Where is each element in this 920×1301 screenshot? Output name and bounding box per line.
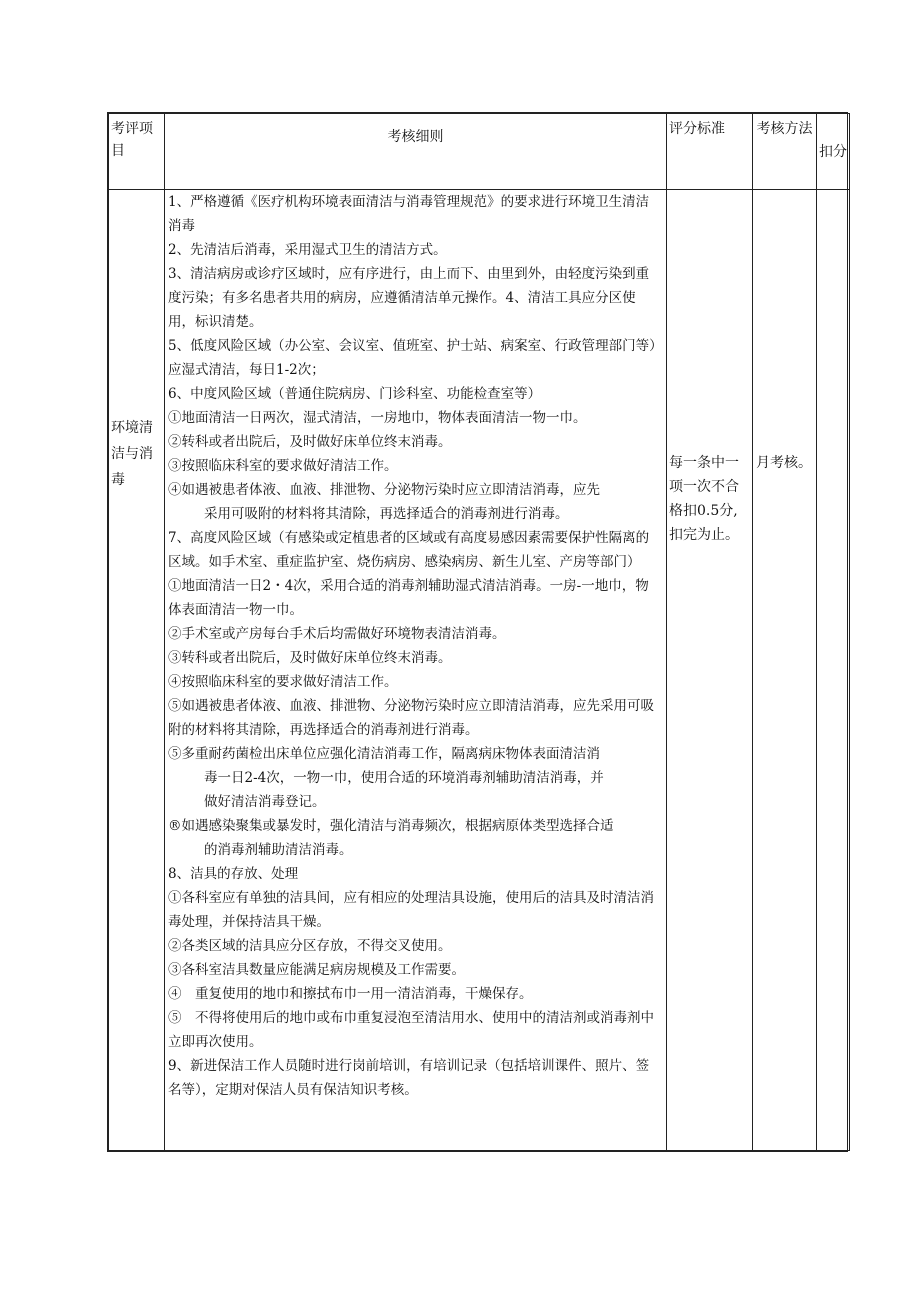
detail-line: 6、中度风险区域（普通住院病房、门诊科室、功能检查室等） xyxy=(168,386,542,402)
detail-line: ①地面清洁一日两次，湿式清洁，一房地巾，物体表面清洁一物一巾。 xyxy=(168,410,587,426)
detail-line: ③按照临床科室的要求做好清洁工作。 xyxy=(168,458,398,474)
detail-line: ⑤ 不得将使用后的地巾或布巾重复浸泡至清洁用水、使用中的清洁剂或消毒剂中立即再次使用。 xyxy=(168,1010,654,1050)
header-row xyxy=(109,114,850,190)
detail-line: ④如遇被患者体液、血液、排泄物、分泌物污染时应立即清洁消毒，应先 xyxy=(168,482,600,498)
detail-line: 做好清洁消毒登记。 xyxy=(204,794,326,810)
detail-line: ⑤多重耐药菌检出床单位应强化清洁消毒工作，隔离病床物体表面清洁消 xyxy=(168,746,600,762)
detail-line: 1、严格遵循《医疗机构环境表面清洁与消毒管理规范》的要求进行环境卫生清洁消毒 xyxy=(168,194,650,234)
header-detail: 考核细则 xyxy=(165,114,667,190)
header-item: 考评项目 xyxy=(109,114,165,190)
item-cell: 环境清洁与消毒 xyxy=(109,190,165,1151)
standard-cell: 每一条中一项一次不合格扣0.5分,扣完为止。 xyxy=(667,190,753,1151)
header-deduct: 扣分 xyxy=(817,114,850,190)
assessment-table xyxy=(107,112,848,1152)
detail-line: ④ 重复使用的地巾和擦拭布巾一用一清洁消毒，干燥保存。 xyxy=(168,986,533,1002)
detail-line: 8、洁具的存放、处理 xyxy=(168,866,299,882)
header-standard: 评分标准 xyxy=(667,114,753,190)
detail-line: ⑤如遇被患者体液、血液、排泄物、分泌物污染时应立即清洁消毒，应先采用可吸附的材料将其清除，再选择适合的消毒剂进行消毒。 xyxy=(168,698,654,738)
detail-line: ③各科室洁具数量应能满足病房规模及工作需要。 xyxy=(168,962,465,978)
detail-line: ③转科或者出院后，及时做好床单位终末消毒。 xyxy=(168,650,452,666)
detail-line: 的消毒剂辅助清洁消毒。 xyxy=(204,842,353,858)
detail-line: 采用可吸附的材料将其清除，再选择适合的消毒剂进行消毒。 xyxy=(204,506,569,522)
detail-line: 毒一日2-4次，一物一巾，使用合适的环境消毒剂辅助清洁消毒，并 xyxy=(204,770,604,786)
detail-line: 2、先清洁后消毒，采用湿式卫生的清洁方式。 xyxy=(168,242,447,258)
detail-cell xyxy=(165,190,667,1151)
header-method: 考核方法 xyxy=(753,114,817,190)
detail-line: ②各类区域的洁具应分区存放，不得交叉使用。 xyxy=(168,938,452,954)
detail-line: ②转科或者出院后，及时做好床单位终末消毒。 xyxy=(168,434,452,450)
detail-line: 7、高度风险区域（有感染或定植患者的区域或有高度易感因素需要保护性隔离的区域。如手术室、重症监护室、烧伤病房、感染病房、新生儿室、产房等部门） xyxy=(168,530,650,570)
detail-line: 3、清洁病房或诊疗区域时，应有序进行，由上而下、由里到外，由轻度污染到重度污染；有多名患者共用的病房，应遵循清洁单元操作。4、清洁工具应分区使用，标识清楚。 xyxy=(168,266,650,330)
detail-line: 5、低度风险区域（办公室、会议室、值班室、护士站、病案室、行政管理部门等）应湿式清洁，每日1-2次； xyxy=(168,338,656,378)
detail-line: ①各科室应有单独的洁具间，应有相应的处理洁具设施，使用后的洁具及时清洁消毒处理，并保持洁具干燥。 xyxy=(168,890,654,930)
detail-line: 9、新进保洁工作人员随时进行岗前培训，有培训记录（包括培训课件、照片、签名等），定期对保洁人员有保洁知识考核。 xyxy=(168,1058,650,1098)
detail-line: ④按照临床科室的要求做好清洁工作。 xyxy=(168,674,398,690)
table-row xyxy=(109,190,850,1151)
detail-line: ①地面清洁一日2・4次，采用合适的消毒剂辅助湿式清洁消毒。一房-一地巾，物体表面清洁一物一巾。 xyxy=(168,578,649,618)
detail-line: ②手术室或产房每台手术后均需做好环境物表清洁消毒。 xyxy=(168,626,506,642)
deduct-cell[interactable] xyxy=(817,190,850,1151)
detail-line: ®如遇感染聚集或暴发时，强化清洁与消毒频次，根据病原体类型选择合适 xyxy=(168,818,614,834)
method-cell: 月考核。 xyxy=(753,190,817,1151)
